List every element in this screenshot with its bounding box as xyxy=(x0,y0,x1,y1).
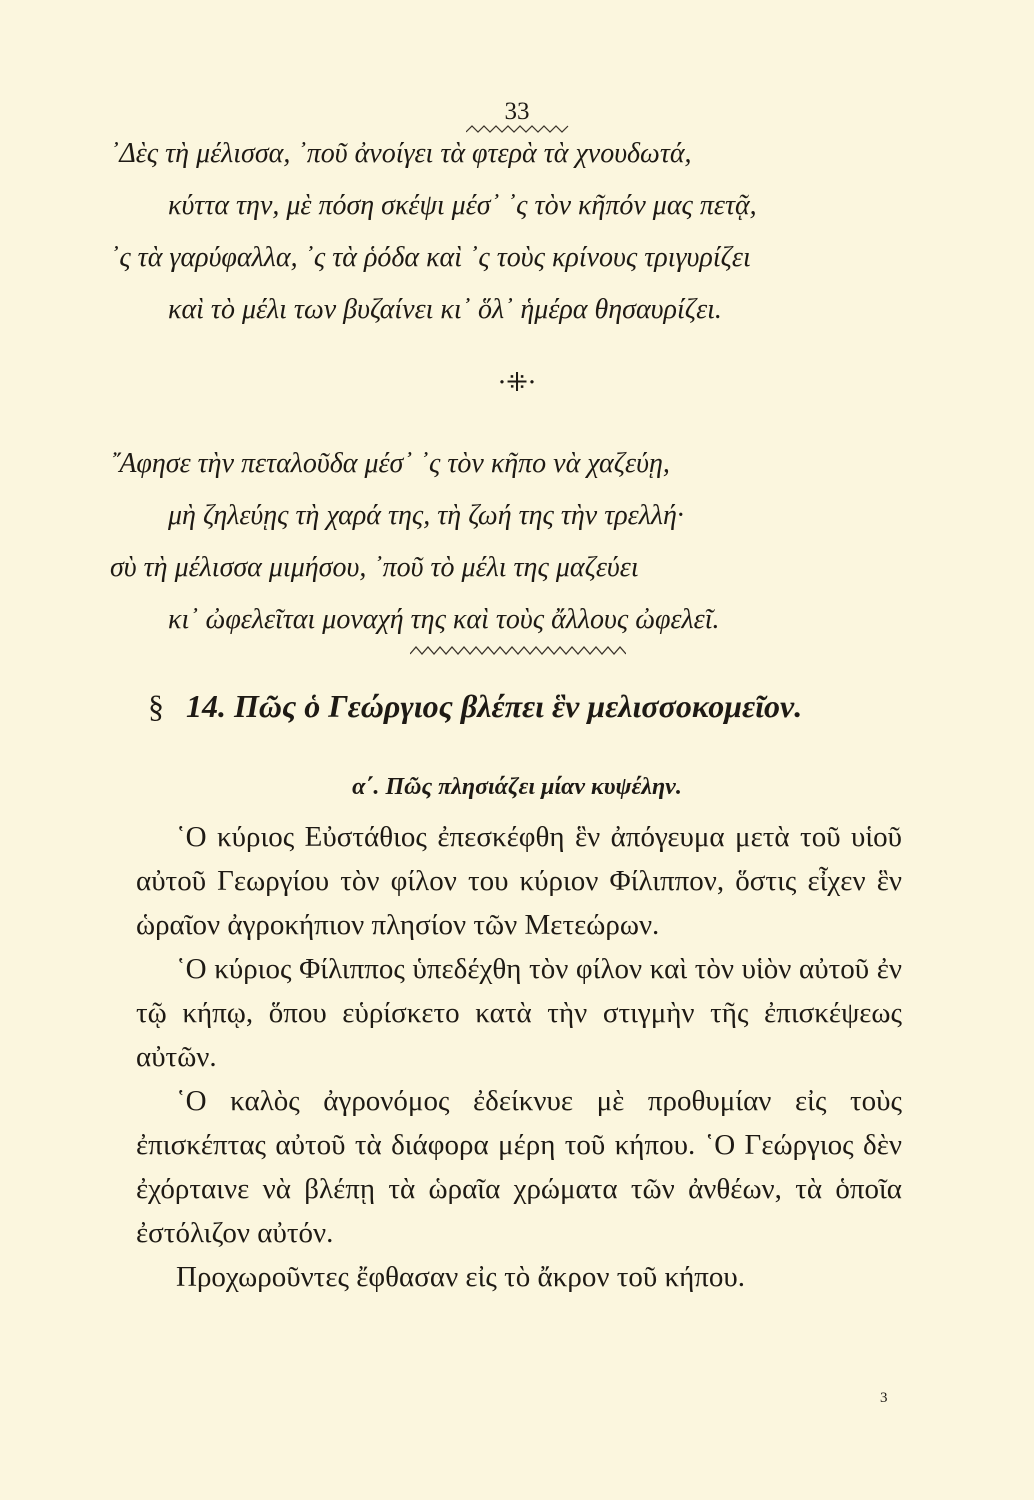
poem-line: ῎Αφησε τὴν πεταλοῦδα μέσ᾿ ᾿ς τὸν κῆπο νὰ χαζεύῃ, xyxy=(110,448,670,479)
stanza-divider-ornament: ·⁜· xyxy=(497,368,537,398)
poem-line: ᾿Δὲς τὴ μέλισσα, ᾿ποῦ ἀνοίγει τὰ φτερὰ τὰ χνουδωτά, xyxy=(110,138,692,169)
section-heading xyxy=(148,688,802,725)
poem-line: ᾿ς τὰ γαρύφαλλα, ᾿ς τὰ ῥόδα καὶ ᾿ς τοὺς κρίνους τριγυρίζει xyxy=(110,242,751,273)
section-number: 14. xyxy=(186,688,226,724)
subsection-title-text: Πῶς πλησιάζει μίαν κυψέλην. xyxy=(385,774,682,800)
poem-line: μὴ ζηλεύῃς τὴ χαρά της, τὴ ζωή της τὴν τρελλή· xyxy=(168,500,684,531)
body-text xyxy=(136,815,902,1299)
poem-line: κι᾿ ὠφελεῖται μοναχή της καὶ τοὺς ἄλλους ὠφελεῖ. xyxy=(168,604,720,635)
poem-line: κύττα την, μὲ πόση σκέψι μέσ᾿ ᾿ς τὸν κῆπόν μας πετᾷ, xyxy=(168,190,757,221)
section-divider-wave xyxy=(410,644,626,656)
subsection-heading xyxy=(0,774,1034,801)
signature-mark: 3 xyxy=(880,1390,888,1406)
poem-line: καὶ τὸ μέλι των βυζαίνει κι᾿ ὅλ᾿ ἡμέρα θησαυρίζει. xyxy=(168,294,722,325)
section-mark: § xyxy=(148,688,164,724)
section-title-text: Πῶς ὁ Γεώργιος βλέπει ἓν μελισσοκομεῖον. xyxy=(234,688,803,724)
poem-stanza-1 xyxy=(110,128,757,336)
paragraph: ῾Ο κύριος Εὐστάθιος ἐπεσκέφθη ἓν ἀπόγευμα μετὰ τοῦ υἱοῦ αὐτοῦ Γεωργίου τὸν φίλον του κύριον Φίλιππον, ὅστις εἶχεν ἓν ὡραῖον ἀγροκήπιον πλησίον τῶν Μετεώρων. xyxy=(136,821,902,941)
subsection-label: α΄. xyxy=(352,774,380,800)
page-number: 33 xyxy=(504,98,530,125)
paragraph: Προχωροῦντες ἔφθασαν εἰς τὸ ἄκρον τοῦ κήπου. xyxy=(176,1261,745,1293)
paragraph: ῾Ο κύριος Φίλιππος ὑπεδέχθη τὸν φίλον καὶ τὸν υἱὸν αὐτοῦ ἐν τῷ κήπῳ, ὅπου εὑρίσκετο κατὰ τὴν στιγμὴν τῆς ἐπισκέψεως αὐτῶν. xyxy=(136,953,902,1073)
poem-stanza-2 xyxy=(110,438,719,646)
paragraph: ῾Ο καλὸς ἀγρονόμος ἐδείκνυε μὲ προθυμίαν εἰς τοὺς ἐπισκέπτας αὐτοῦ τὰ διάφορα μέρη τοῦ κήπου. ῾Ο Γεώργιος δὲν ἐχόρταινε νὰ βλέπῃ τὰ ὡραῖα χρώματα τῶν ἀνθέων, τὰ ὁποῖα ἐστόλιζον αὐτόν. xyxy=(136,1085,902,1249)
poem-line: σὺ τὴ μέλισσα μιμήσου, ᾿ποῦ τὸ μέλι της μαζεύει xyxy=(110,552,639,583)
